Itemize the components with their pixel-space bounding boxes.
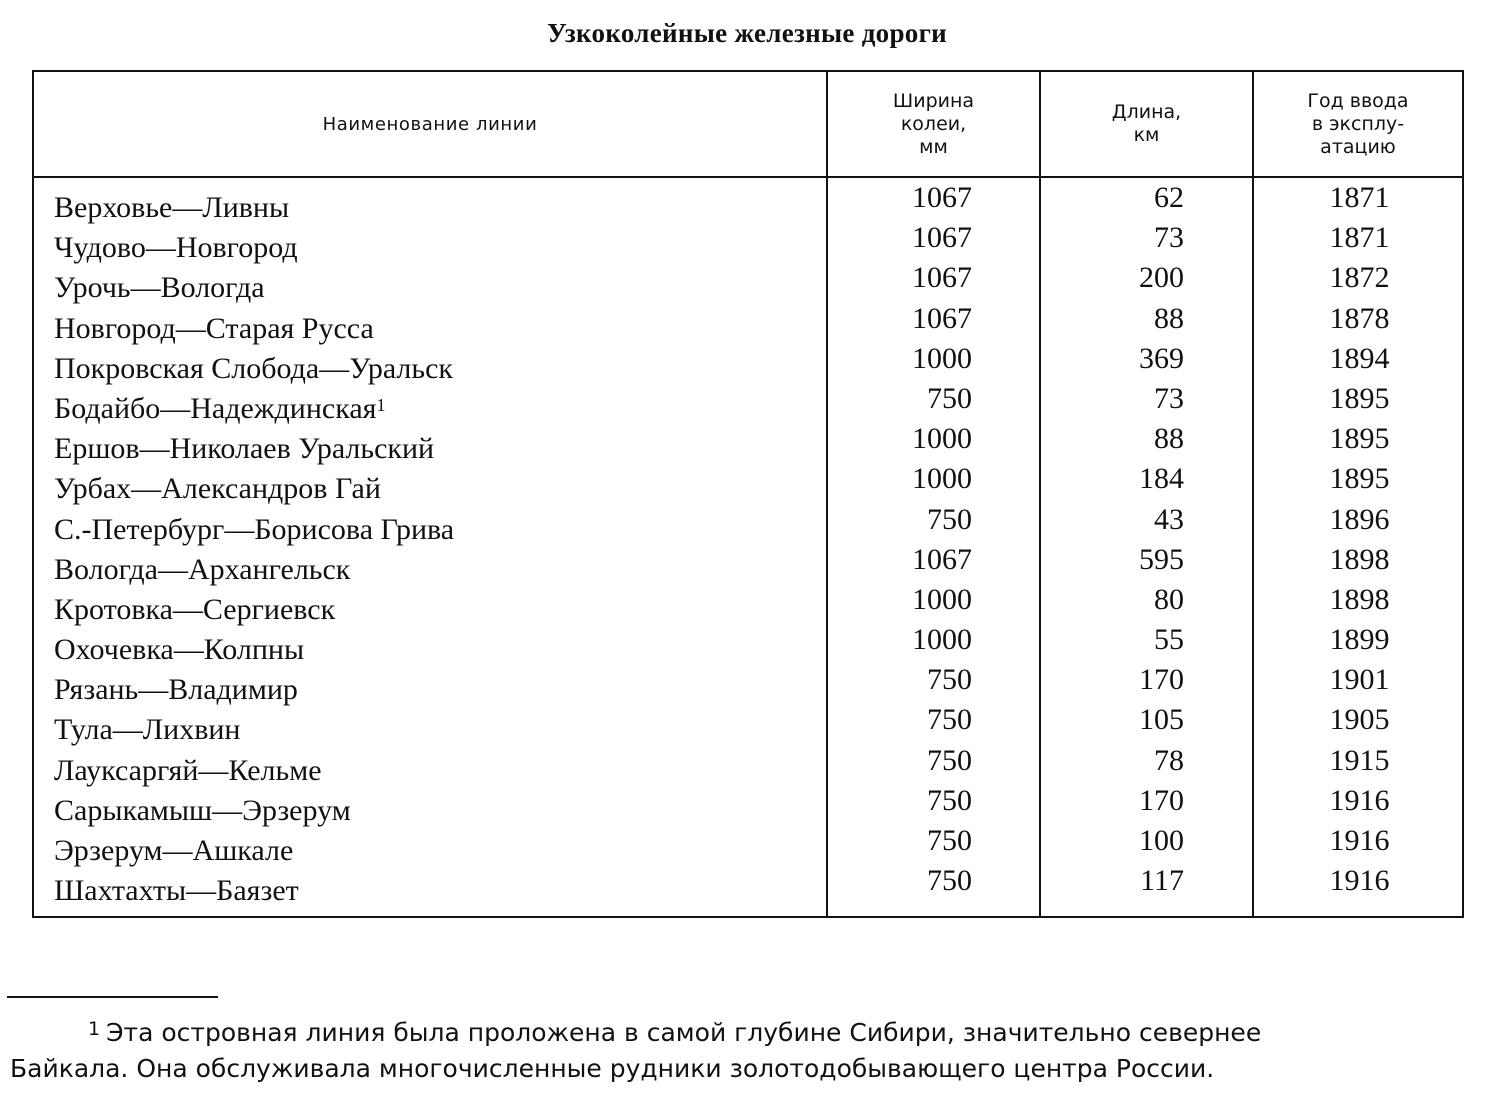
table-title: Узкоколейные железные дороги (546, 18, 947, 48)
table-row (34, 861, 1462, 908)
table-row (34, 459, 1462, 506)
year-value: 1898 (1329, 542, 1390, 576)
year-value: 1905 (1329, 703, 1390, 737)
gauge-value: 750 (927, 783, 972, 817)
table-row (34, 379, 1462, 425)
table-row (34, 218, 1462, 265)
gauge-value: 1000 (912, 623, 972, 657)
year-value: 1916 (1329, 783, 1390, 817)
year-value: 1916 (1329, 824, 1390, 857)
length-value: 62 (1154, 181, 1184, 214)
gauge-value: 1067 (912, 301, 972, 335)
footnote (10, 1015, 1490, 1087)
gauge-value: 750 (927, 703, 972, 737)
table-row (34, 620, 1462, 667)
line-name-text: Кротовка—Сергиевск (54, 592, 336, 626)
footnote-rule (7, 996, 218, 998)
gauge-value: 750 (927, 663, 972, 697)
length-value: 78 (1154, 743, 1184, 777)
year-value: 1901 (1329, 663, 1390, 697)
table-row (34, 741, 1462, 787)
year-value: 1895 (1329, 381, 1390, 415)
footnote-line-2: Байкала. Она обслуживала многочисленные рудники золотодобывающего центра России. (10, 1054, 1215, 1083)
gauge-value: 750 (927, 502, 972, 536)
year-value: 1898 (1329, 582, 1390, 616)
table-row (34, 580, 1462, 626)
gauge-value: 1000 (912, 422, 972, 456)
table-body (34, 178, 1462, 908)
gauge-value: 750 (927, 824, 972, 857)
footnote-line-1 (10, 1015, 1490, 1051)
length-value: 55 (1154, 623, 1184, 657)
gauge-value: 1067 (912, 542, 972, 576)
length-value: 88 (1154, 422, 1184, 456)
line-name-text: Ершов—Николаев Уральский (54, 432, 435, 466)
line-name-text: С.-Петербург—Борисова Грива (54, 512, 455, 546)
gauge-value: 1000 (912, 582, 972, 616)
table-row (34, 821, 1462, 867)
line-name-text: Шахтахты—Баязет (54, 874, 299, 908)
year-value: 1915 (1329, 743, 1390, 777)
year-value: 1878 (1329, 301, 1390, 335)
line-name-text: Тула—Лихвин (54, 713, 241, 747)
year-value: 1899 (1329, 623, 1390, 657)
footnote-mark: 1 (88, 1018, 101, 1040)
length-value: 170 (1139, 663, 1184, 697)
line-name-text: Урбах—Александров Гай (54, 472, 381, 506)
length-value: 73 (1154, 221, 1184, 255)
line-name-text: Охочевка—Колпны (54, 633, 305, 667)
line-name-text: Сарыкамыш—Эрзерум (54, 793, 351, 827)
header-length: Длина, км (1111, 101, 1182, 146)
table-row (34, 540, 1462, 586)
gauge-value: 1067 (912, 181, 972, 214)
year-value: 1896 (1329, 502, 1390, 536)
length-value: 184 (1139, 462, 1184, 496)
gauge-value: 750 (927, 743, 972, 777)
footnote-text-1: Эта островная линия была проложена в самой глубине Сибири, значительно севернее (106, 1018, 1262, 1047)
line-name-text: Бодайбо—Надеждинская (54, 391, 377, 425)
header-gauge: Ширина колеи, мм (892, 89, 975, 158)
header-name: Наименование линии (322, 113, 538, 135)
length-value: 100 (1139, 824, 1184, 857)
length-value: 43 (1154, 502, 1184, 536)
length-value: 88 (1154, 301, 1184, 335)
gauge-value: 1067 (912, 261, 972, 295)
year-value: 1895 (1329, 462, 1390, 496)
table-row (34, 500, 1462, 546)
header-year: Год ввода в эксплу- атацию (1307, 89, 1409, 158)
gauge-value: 750 (927, 864, 972, 898)
line-name-text: Верховье—Ливны (54, 191, 290, 224)
length-value: 595 (1139, 542, 1184, 576)
table-row (34, 339, 1462, 385)
line-name-text: Урочь—Вологда (54, 271, 265, 305)
footnote-ref: 1 (376, 394, 386, 415)
table-row (34, 700, 1462, 747)
railways-table (32, 70, 1464, 918)
length-value: 200 (1139, 261, 1184, 295)
table-row (34, 781, 1462, 827)
line-name-text: Рязань—Владимир (54, 673, 298, 707)
table-row (34, 419, 1462, 466)
year-value: 1916 (1329, 864, 1390, 898)
length-value: 170 (1139, 783, 1184, 817)
length-value: 80 (1154, 582, 1184, 616)
table-row (34, 178, 1462, 224)
table-row (34, 299, 1462, 345)
line-name (54, 871, 299, 911)
line-name-text: Новгород—Старая Русса (54, 311, 374, 345)
length-value: 117 (1140, 864, 1184, 898)
line-name-text: Покровская Слобода—Уральск (54, 351, 453, 385)
line-name-text: Лауксаргяй—Кельме (54, 753, 322, 787)
length-value: 105 (1139, 703, 1184, 737)
length-value: 73 (1154, 381, 1184, 415)
line-name-text: Вологда—Архангельск (54, 552, 351, 586)
gauge-value: 1000 (912, 341, 972, 375)
gauge-value: 1067 (912, 221, 972, 255)
length-value: 369 (1139, 341, 1184, 375)
year-value: 1871 (1329, 181, 1390, 214)
line-name-text: Чудово—Новгород (54, 231, 298, 265)
table-row (34, 258, 1462, 305)
year-value: 1871 (1329, 221, 1390, 255)
year-value: 1872 (1329, 261, 1390, 295)
year-value: 1895 (1329, 422, 1390, 456)
year-value: 1894 (1329, 341, 1390, 375)
line-name-text: Эрзерум—Ашкале (54, 834, 294, 867)
gauge-value: 1000 (912, 462, 972, 496)
gauge-value: 750 (927, 381, 972, 415)
table-row (34, 660, 1462, 707)
